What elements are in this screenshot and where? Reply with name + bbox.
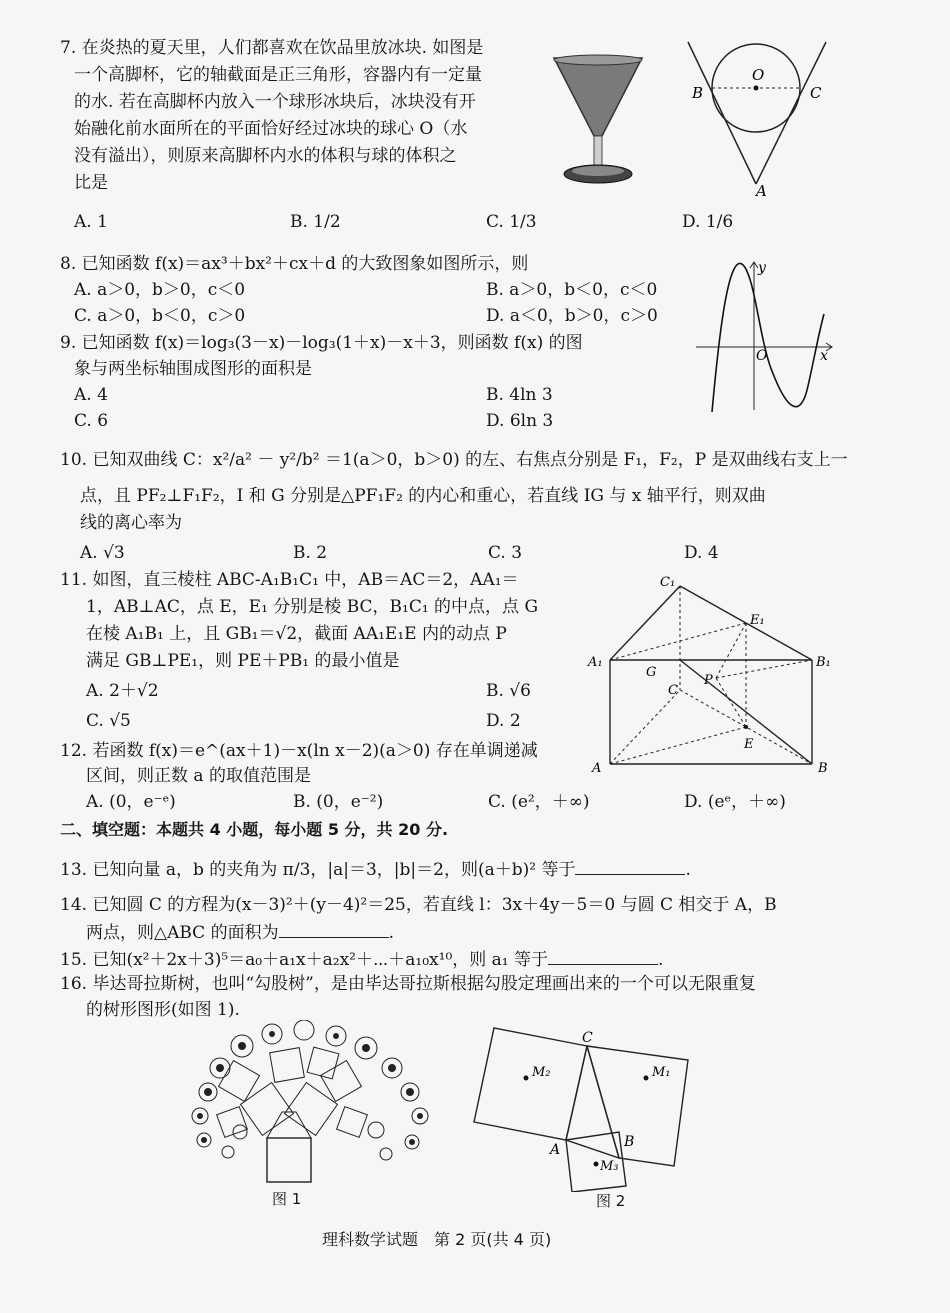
fig11-label-a1: A₁ [588, 655, 603, 670]
fig8-label-x: x [820, 348, 828, 364]
q11-line-4: 满足 GB⊥PE₁，则 PE＋PB₁ 的最小值是 [86, 651, 400, 671]
fig7-label-b: B [692, 84, 704, 102]
q12-option-a: A. (0，e⁻ᵉ) [86, 792, 176, 812]
q7-line-5: 没有溢出），则原来高脚杯内水的体积与球的体积之 [74, 146, 457, 166]
q7-figure-section [680, 38, 840, 198]
q13-answer-blank [575, 856, 685, 875]
q11-option-a: A. 2＋√2 [86, 681, 159, 701]
fig1-caption: 图 1 [272, 1190, 302, 1208]
q8-graph [690, 256, 840, 416]
fig2-label-b: B [624, 1134, 635, 1150]
fig7-label-c: C [810, 84, 822, 102]
fig11-label-c1: C₁ [660, 575, 676, 590]
fig11-label-b1: B₁ [816, 655, 831, 670]
q14-line-2: 两点，则△ABC 的面积为 . [86, 919, 394, 945]
fig11-label-g: G [646, 665, 657, 680]
q16-line-2: 的树形图形(如图 1). [86, 1000, 240, 1020]
q9-option-d: D. 6ln 3 [486, 411, 554, 431]
q15-answer-blank [548, 946, 658, 965]
fig2-label-c: C [582, 1030, 593, 1046]
q9-option-a: A. 4 [74, 385, 108, 405]
q8-option-b: B. a＞0，b＜0，c＜0 [486, 280, 658, 300]
fig11-label-p: P [704, 673, 713, 688]
q16-line-1: 16. 毕达哥拉斯树，也叫“勾股树”，是由毕达哥拉斯根据勾股定理画出来的一个可以无限重复 [60, 974, 756, 994]
goblet-photo [548, 50, 648, 186]
fig7-label-a: A [756, 182, 767, 198]
q12-line-2: 区间，则正数 a 的取值范围是 [86, 766, 311, 786]
q7-option-c: C. 1/3 [486, 212, 537, 232]
q9-option-c: C. 6 [74, 411, 109, 431]
q10-option-b: B. 2 [293, 543, 328, 563]
q12-option-c: C. (e²，＋∞) [488, 792, 590, 812]
fig2-caption: 图 2 [596, 1192, 626, 1210]
fig8-label-o: O [756, 348, 768, 364]
q9-line-1: 9. 已知函数 f(x)＝log₃(3－x)－log₃(1＋x)－x＋3，则函数 f(x) 的图 [60, 333, 583, 353]
q14-line-1: 14. 已知圆 C 的方程为(x－3)²＋(y－4)²＝25，若直线 l：3x＋4y－5＝0 与圆 C 相交于 A，B [60, 895, 777, 915]
q11-line-2: 1，AB⊥AC，点 E，E₁ 分别是棱 BC，B₁C₁ 的中点，点 G [86, 597, 539, 617]
fig11-label-a: A [592, 761, 602, 776]
fig2-label-m2: M₂ [532, 1065, 551, 1080]
fig11-label-b: B [818, 761, 828, 776]
q11-line-3: 在棱 A₁B₁ 上，且 GB₁＝√2，截面 AA₁E₁E 内的动点 P [86, 624, 507, 644]
fig2-squares-figure [470, 1026, 720, 1192]
q12-option-d: D. (eᵉ，＋∞) [684, 792, 786, 812]
q7-line-3: 的水. 若在高脚杯内放入一个球形冰块后，冰块没有开 [74, 92, 476, 112]
q8-option-c: C. a＞0，b＜0，c＞0 [74, 306, 246, 326]
q8-option-d: D. a＜0，b＞0，c＞0 [486, 306, 658, 326]
q7-line-6: 比是 [74, 173, 108, 193]
fig2-label-m1: M₁ [652, 1065, 671, 1080]
q9-line-2: 象与两坐标轴围成图形的面积是 [74, 359, 312, 379]
q12-option-b: B. (0，e⁻²) [293, 792, 384, 812]
q13-text: 13. 已知向量 a，b 的夹角为 π/3，|a|＝3，|b|＝2，则(a＋b)² 等于 . [60, 856, 691, 882]
q10-line-3: 线的离心率为 [80, 513, 182, 533]
fig2-label-a: A [550, 1142, 561, 1158]
page-footer: 理科数学试题 第 2 页(共 4 页) [322, 1230, 552, 1249]
q7-option-a: A. 1 [74, 212, 108, 232]
pythagoras-tree-figure [180, 1020, 450, 1188]
fig8-label-y: y [758, 260, 766, 276]
q10-option-d: D. 4 [684, 543, 719, 563]
q7-line-1: 7. 在炎热的夏天里，人们都喜欢在饮品里放冰块. 如图是 [60, 38, 484, 58]
section-2-title: 二、填空题：本题共 4 小题，每小题 5 分，共 20 分. [60, 820, 449, 839]
fig7-label-o: O [752, 66, 765, 84]
fig11-label-e1: E₁ [750, 613, 765, 628]
fig2-label-m3: M₃ [600, 1159, 619, 1174]
q10-option-c: C. 3 [488, 543, 523, 563]
q7-line-2: 一个高脚杯，它的轴截面是正三角形，容器内有一定量 [74, 65, 482, 85]
q11-option-b: B. √6 [486, 681, 531, 701]
q15-text: 15. 已知(x²＋2x＋3)⁵＝a₀＋a₁x＋a₂x²＋⋯＋a₁₀x¹⁰，则 a₁ 等于 . [60, 946, 663, 972]
q7-option-d: D. 1/6 [682, 212, 734, 232]
fig11-label-c: C [668, 683, 678, 698]
q11-option-d: D. 2 [486, 711, 521, 731]
q10-option-a: A. √3 [80, 543, 125, 563]
q14-answer-blank [279, 919, 389, 938]
q11-prism-figure [586, 574, 842, 778]
q12-line-1: 12. 若函数 f(x)＝e^(ax＋1)－x(ln x－2)(a＞0) 存在单调递减 [60, 741, 538, 761]
q8-stem: 8. 已知函数 f(x)＝ax³＋bx²＋cx＋d 的大致图象如图所示，则 [60, 254, 529, 274]
q7-line-4: 始融化前水面所在的平面恰好经过冰块的球心 O（水 [74, 119, 468, 139]
q9-option-b: B. 4ln 3 [486, 385, 553, 405]
fig11-label-e: E [744, 737, 754, 752]
q10-line-1: 10. 已知双曲线 C：x²/a² － y²/b² ＝1(a＞0，b＞0) 的左、右焦点分别是 F₁，F₂，P 是双曲线右支上一 [60, 450, 848, 470]
q7-option-b: B. 1/2 [290, 212, 341, 232]
q11-option-c: C. √5 [86, 711, 131, 731]
q11-line-1: 11. 如图，直三棱柱 ABC-A₁B₁C₁ 中，AB＝AC＝2，AA₁＝ [60, 570, 519, 590]
q8-option-a: A. a＞0，b＞0，c＜0 [74, 280, 246, 300]
q10-line-2: 点，且 PF₂⊥F₁F₂，I 和 G 分别是△PF₁F₂ 的内心和重心，若直线 IG 与 x 轴平行，则双曲 [80, 486, 766, 506]
